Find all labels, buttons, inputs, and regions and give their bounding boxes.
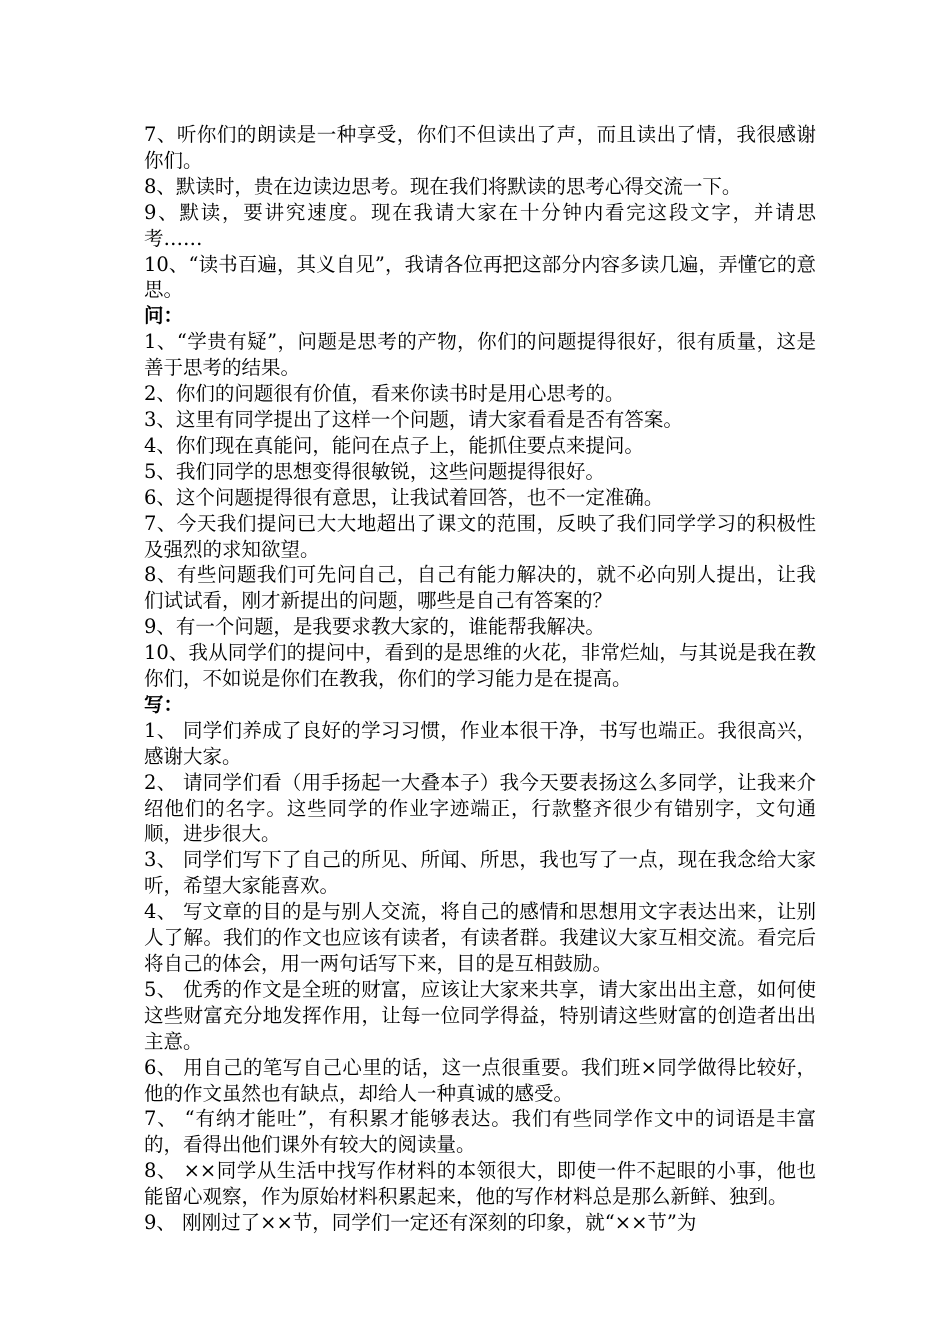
ask-item-5: 5、我们同学的思想变得很敏锐，这些问题提得很好。 xyxy=(144,459,605,483)
write-item-4: 4、 写文章的目的是与别人交流，将自己的感情和思想用文字表达出来，让别人了解。我们的作文也应该有读者，有读者群。我建议大家互相交流。看完后将自己的体会，用一两句话写下来，目的是互相鼓励。 xyxy=(144,900,816,975)
ask-item-4: 4、你们现在真能问，能问在点子上，能抓住要点来提问。 xyxy=(144,433,644,457)
write-section-heading: 写： xyxy=(144,692,184,716)
ask-item-10: 10、我从同学们的提问中，看到的是思维的火花，非常烂灿，与其说是我在教你们，不如说是你们在教我，你们的学习能力是在提高。 xyxy=(144,641,816,691)
read-item-7: 7、听你们的朗读是一种享受，你们不但读出了声，而且读出了情，我很感谢你们。 xyxy=(144,123,816,172)
ask-item-7: 7、今天我们提问已大大地超出了课文的范围，反映了我们同学学习的积极性及强烈的求知欲望。 xyxy=(144,511,816,561)
ask-item-3: 3、这里有同学提出了这样一个问题，请大家看看是否有答案。 xyxy=(144,407,683,431)
write-item-7: 7、 “有纳才能吐”，有积累才能够表达。我们有些同学作文中的词语是丰富的，看得出他们课外有较大的阅读量。 xyxy=(144,1107,816,1157)
read-item-10: 10、“读书百遍，其义自见”，我请各位再把这部分内容多读几遍，弄懂它的意思。 xyxy=(144,252,816,302)
write-item-9: 9、 刚刚过了××节，同学们一定还有深刻的印象，就“××节”为 xyxy=(144,1211,697,1235)
ask-item-6: 6、这个问题提得很有意思，让我试着回答，也不一定准确。 xyxy=(144,485,664,509)
write-item-6: 6、 用自己的笔写自己心里的话，这一点很重要。我们班×同学做得比较好，他的作文虽然也有缺点，却给人一种真诚的感受。 xyxy=(144,1055,816,1105)
ask-item-2: 2、你们的问题很有价值，看来你读书时是用心思考的。 xyxy=(144,382,625,406)
ask-item-9: 9、有一个问题，是我要求教大家的，谁能帮我解决。 xyxy=(144,615,605,639)
write-item-1: 1、 同学们养成了良好的学习习惯，作业本很干净，书写也端正。我很高兴，感谢大家。 xyxy=(144,718,816,768)
ask-section-heading: 问： xyxy=(144,304,184,328)
read-item-8: 8、默读时，贵在边读边思考。现在我们将默读的思考心得交流一下。 xyxy=(144,174,742,198)
ask-item-1: 1、“学贵有疑”，问题是思考的产物，你们的问题提得很好，很有质量，这是善于思考的结果。 xyxy=(144,330,816,380)
write-item-8: 8、 ××同学从生活中找写作材料的本领很大，即使一件不起眼的小事，他也能留心观察，作为原始材料积累起来，他的写作材料总是那么新鲜、独到。 xyxy=(144,1159,816,1209)
write-item-3: 3、 同学们写下了自己的所见、所闻、所思，我也写了一点，现在我念给大家听，希望大家能喜欢。 xyxy=(144,848,816,898)
ask-item-8: 8、有些问题我们可先问自己，自己有能力解决的，就不必向别人提出，让我们试试看，刚才新提出的问题，哪些是自己有答案的？ xyxy=(144,563,816,613)
write-item-5: 5、 优秀的作文是全班的财富，应该让大家来共享，请大家出出主意，如何使这些财富充分地发挥作用，让每一位同学得益，特别请这些财富的创造者出出主意。 xyxy=(144,977,816,1053)
write-item-2: 2、 请同学们看（用手扬起一大叠本子）我今天要表扬这么多同学，让我来介绍他们的名字。这些同学的作业字迹端正，行款整齐很少有错别字，文句通顺，进步很大。 xyxy=(144,770,816,846)
document-page xyxy=(144,122,816,1236)
read-item-9: 9、默读，要讲究速度。现在我请大家在十分钟内看完这段文字，并请思考…… xyxy=(144,200,816,250)
